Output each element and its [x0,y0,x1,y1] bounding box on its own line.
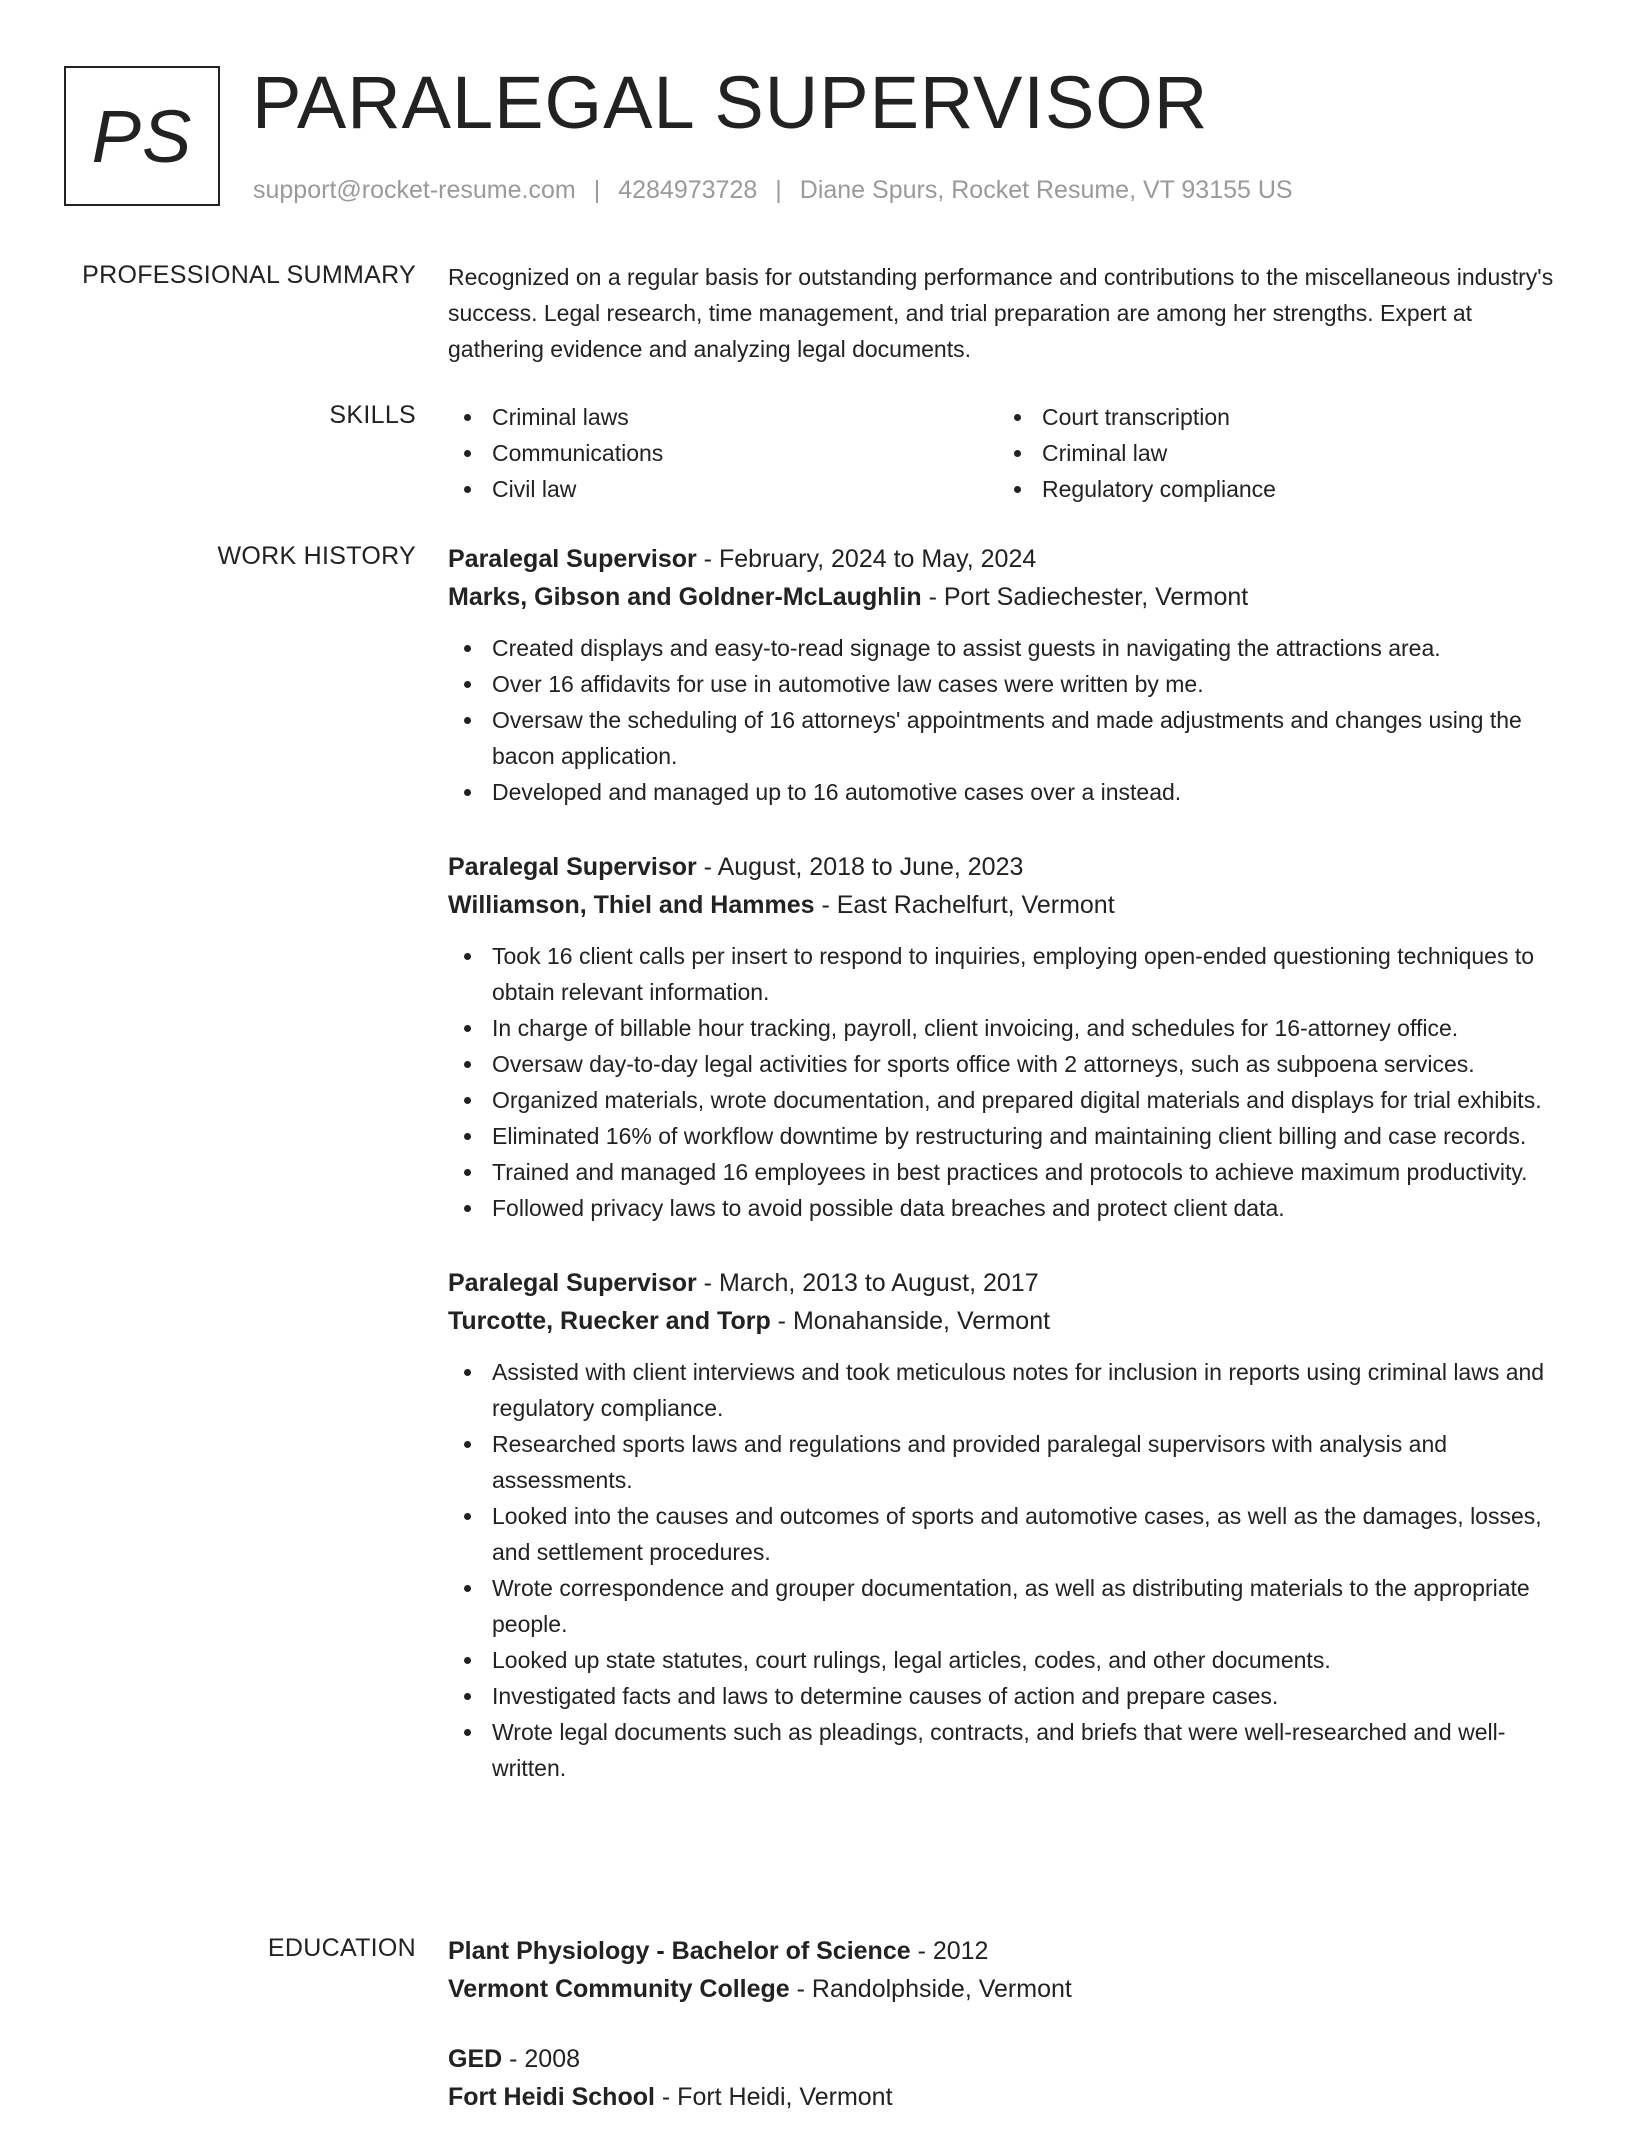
job-bullet: Took 16 client calls per insert to respond to inquiries, employing open-ended questioning techniques to obtain relevant information. [448,938,1574,1010]
job-bullet: In charge of billable hour tracking, payroll, client invoicing, and schedules for 16-attorney office. [448,1010,1574,1046]
education-entry [448,2040,1574,2116]
section-body [448,540,1574,1822]
email-text[interactable]: support@rocket-resume.com [253,176,576,204]
skill-item: Communications [448,435,998,471]
job-bullet: Oversaw the scheduling of 16 attorneys' appointments and made adjustments and changes using the bacon application. [448,702,1574,774]
job-bullet: Trained and managed 16 employees in best practices and protocols to achieve maximum productivity. [448,1154,1574,1190]
section-body [448,399,1574,507]
job-company-line [448,886,1574,924]
job-location: - East Rachelfurt, Vermont [814,891,1115,919]
education-location: - Randolphside, Vermont [789,1975,1072,2003]
education-degree-line [448,2040,1574,2078]
job-bullets [448,938,1574,1226]
education-school-line [448,1970,1574,2008]
job-bullet: Oversaw day-to-day legal activities for sports office with 2 attorneys, such as subpoena services. [448,1046,1574,1082]
job-entry [448,1264,1574,1786]
job-title: Paralegal Supervisor [448,545,697,573]
education-year: - 2008 [502,2045,581,2073]
skill-item: Civil law [448,471,998,507]
skills-column-left [448,399,998,507]
job-bullet: Wrote legal documents such as pleadings, contracts, and briefs that were well-researched and well-written. [448,1714,1574,1786]
education-entry [448,1932,1574,2008]
education-year: - 2012 [910,1937,989,1965]
education-school-line [448,2078,1574,2116]
job-title: Paralegal Supervisor [448,853,697,881]
job-company: Turcotte, Ruecker and Torp [448,1307,771,1335]
education-school: Vermont Community College [448,1975,790,2003]
job-bullet: Created displays and easy-to-read signage to assist guests in navigating the attractions area. [448,630,1574,666]
section-heading: EDUCATION [267,1934,416,1962]
skill-item: Criminal law [998,435,1548,471]
job-dates: - August, 2018 to June, 2023 [696,853,1024,881]
job-location: - Monahanside, Vermont [770,1307,1051,1335]
skill-item: Court transcription [998,399,1548,435]
education-school: Fort Heidi School [448,2083,655,2111]
monogram-logo: PS [64,66,220,206]
job-dates: - February, 2024 to May, 2024 [696,545,1037,573]
phone-text[interactable]: 4284973728 [618,176,758,204]
education-degree: GED [448,2045,503,2073]
job-bullet: Investigated facts and laws to determine causes of action and prepare cases. [448,1678,1574,1714]
job-bullet: Assisted with client interviews and took meticulous notes for inclusion in reports using criminal laws and regulatory compliance. [448,1354,1574,1426]
job-bullet: Wrote correspondence and grouper documentation, as well as distributing materials to the appropriate people. [448,1570,1574,1642]
job-bullet: Developed and managed up to 16 automotive cases over a instead. [448,774,1574,810]
contact-separator: | [775,176,782,204]
job-entry [448,540,1574,810]
education-location: - Fort Heidi, Vermont [654,2083,893,2111]
job-bullet: Followed privacy laws to avoid possible data breaches and protect client data. [448,1190,1574,1226]
job-entry [448,848,1574,1226]
job-bullet: Eliminated 16% of workflow downtime by restructuring and maintaining client billing and case records. [448,1118,1574,1154]
job-title: Paralegal Supervisor [448,1269,697,1297]
job-company: Williamson, Thiel and Hammes [448,891,815,919]
job-company: Marks, Gibson and Goldner-McLaughlin [448,583,922,611]
summary-text: Recognized on a regular basis for outstanding performance and contributions to the miscellaneous industry's success. Legal research, time management, and trial preparation are among her strengths. Expert at gathering evidence and analyzing legal documents. [448,264,1554,362]
education-degree-line [448,1932,1574,1970]
skill-item: Criminal laws [448,399,998,435]
contact-separator: | [593,176,601,204]
job-company-line [448,578,1574,616]
job-title-line [448,1264,1574,1302]
job-title-line [448,848,1574,886]
job-bullet: Organized materials, wrote documentation, and prepared digital materials and displays for trial exhibits. [448,1082,1574,1118]
section-body [448,1932,1574,2152]
job-bullet: Looked up state statutes, court rulings, legal articles, codes, and other documents. [448,1642,1574,1678]
job-title-line [448,540,1574,578]
contact-line [253,174,1293,206]
job-location: - Port Sadiechester, Vermont [921,583,1249,611]
job-bullet: Looked into the causes and outcomes of sports and automotive cases, as well as the damages, losses, and settlement procedures. [448,1498,1574,1570]
page-title: PARALEGAL SUPERVISOR [252,61,1209,144]
job-bullet: Over 16 affidavits for use in automotive law cases were written by me. [448,666,1574,702]
address-text: Diane Spurs, Rocket Resume, VT 93155 US [799,176,1293,204]
section-heading: PROFESSIONAL SUMMARY [82,261,416,289]
job-bullet: Researched sports laws and regulations and provided paralegal supervisors with analysis and assessments. [448,1426,1574,1498]
skills-columns [448,399,1574,507]
skills-column-right [998,399,1548,507]
job-dates: - March, 2013 to August, 2017 [696,1269,1039,1297]
section-heading: SKILLS [329,401,416,429]
education-degree: Plant Physiology - Bachelor of Science [448,1937,911,1965]
job-bullets [448,630,1574,810]
skill-item: Regulatory compliance [998,471,1548,507]
job-bullets [448,1354,1574,1786]
section-heading: WORK HISTORY [217,542,416,570]
job-company-line [448,1302,1574,1340]
section-body [448,259,1574,367]
